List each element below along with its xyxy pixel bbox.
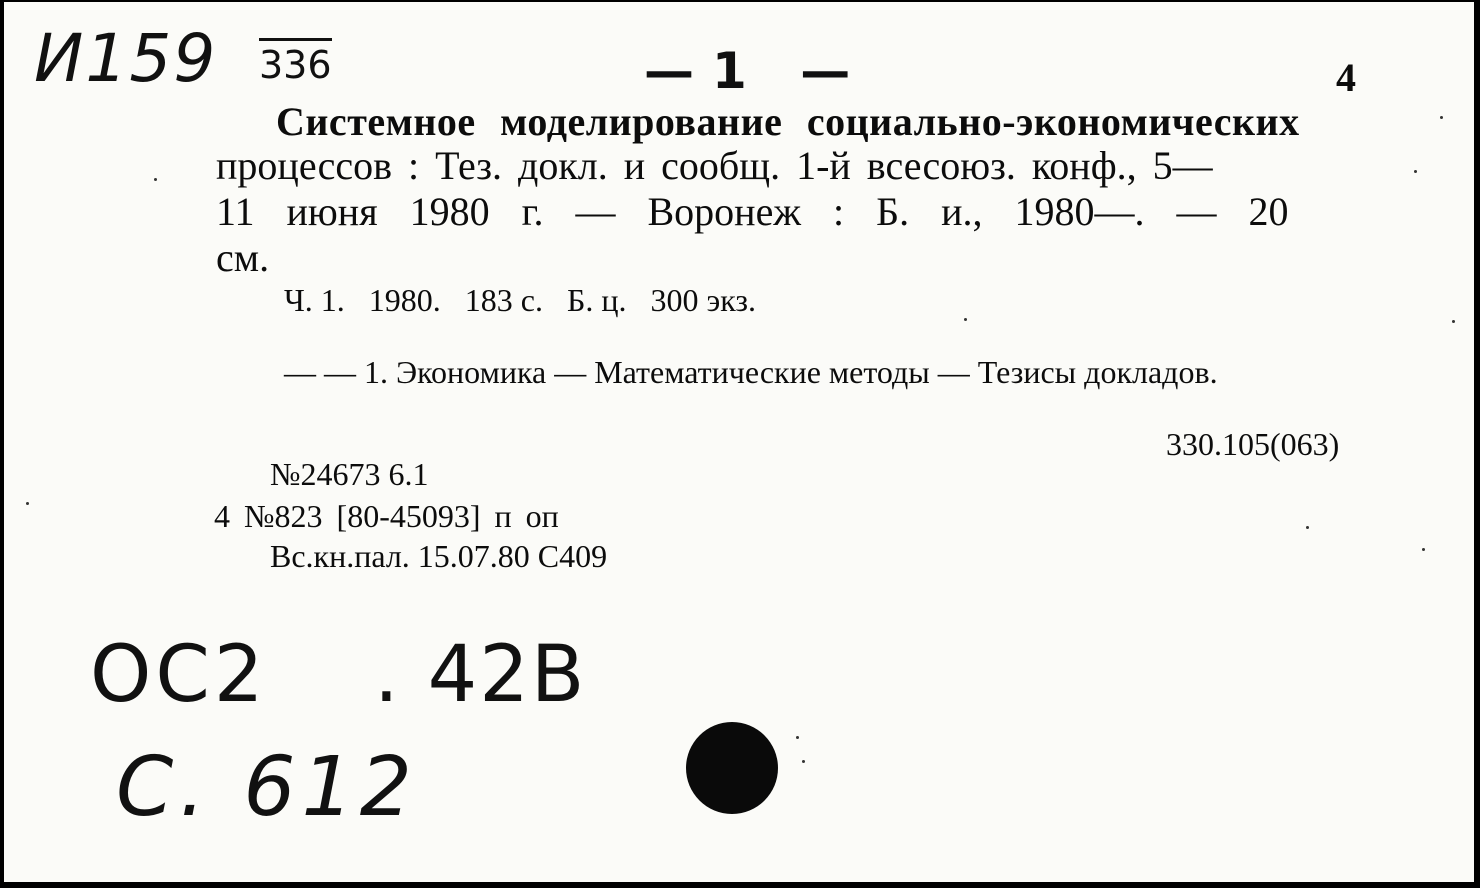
scan-speck: [964, 318, 967, 321]
part-info: Ч. 1. 1980. 183 с. Б. ц. 300 экз.: [284, 282, 756, 318]
punch-hole: [686, 722, 778, 814]
handwritten-shelf-mark-2: С. 612: [116, 740, 418, 835]
body-line-3: см.: [216, 235, 270, 280]
handwritten-code-top: И159: [34, 20, 218, 97]
scan-speck: [1306, 526, 1309, 529]
classification-number: 330.105(063): [1166, 426, 1340, 462]
title-line-1: Системное моделирование социально-экономических: [276, 99, 1300, 144]
handwritten-page-mark: —1 —: [644, 42, 869, 100]
scan-speck: [1452, 320, 1455, 323]
scan-speck: [1422, 548, 1425, 551]
scan-speck: [796, 736, 799, 739]
handwritten-shelf-mark-1b: . 42В: [374, 630, 587, 720]
subject-heading: — — 1. Экономика — Математические методы — Тезисы докладов.: [284, 354, 1218, 390]
scan-speck: [26, 502, 29, 505]
body-line-2: 11 июня 1980 г. — Воронеж : Б. и., 1980—. — 20: [216, 189, 1289, 234]
handwritten-code-fraction: 336: [259, 38, 332, 87]
scan-speck: [1414, 170, 1417, 173]
corner-number: 4: [1336, 55, 1356, 100]
handwritten-shelf-mark-1: ОС2: [90, 630, 268, 720]
body-line-1: процессов : Тез. докл. и сообщ. 1-й всесоюз. конф., 5—: [216, 143, 1213, 188]
catalog-card: [4, 2, 1474, 882]
registration-line-1: №24673 6.1: [270, 456, 429, 492]
scan-speck: [154, 178, 157, 181]
scan-speck: [1440, 116, 1443, 119]
registration-line-3: Вс.кн.пал. 15.07.80 С409: [270, 538, 608, 574]
registration-line-2: 4 №823 [80-45093] п оп: [214, 498, 559, 534]
scan-speck: [802, 760, 805, 763]
